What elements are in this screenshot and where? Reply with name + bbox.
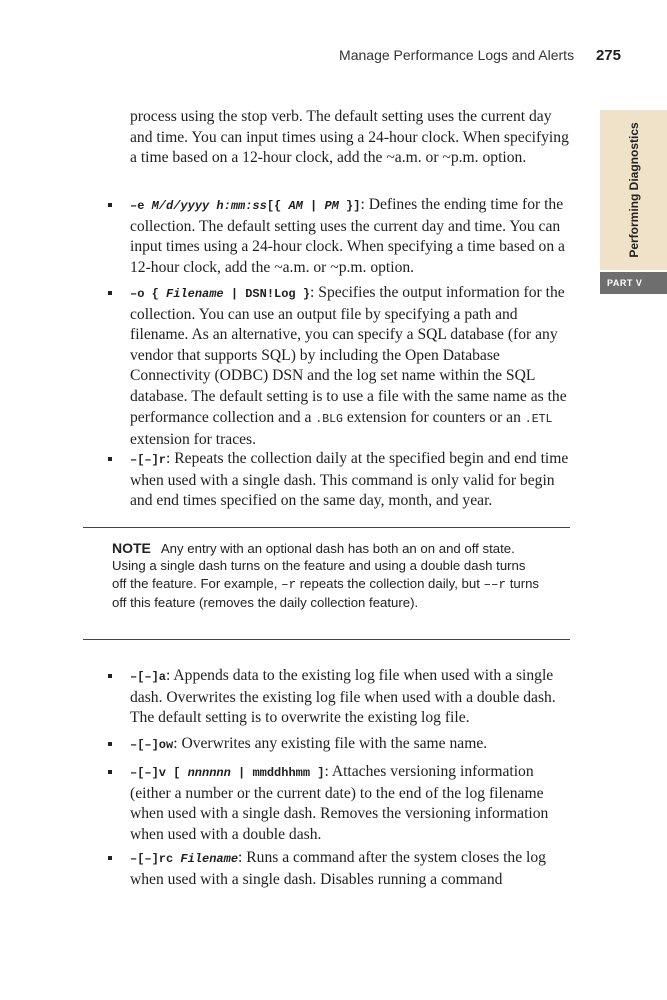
list-item (130, 195, 570, 278)
option-description: : Appends data to the existing log file when used with a single dash. Overwrites the existing log file when used with a double dash. The default setting is to overwrite the existing log file. (130, 667, 556, 727)
option-code: –[–]ow (130, 738, 174, 752)
option-description: : Overwrites any existing file with the same name. (173, 735, 488, 752)
running-header (339, 47, 621, 64)
note-heading: NOTE (112, 540, 151, 556)
bullet (108, 291, 112, 295)
option-description: : Repeats the collection daily at the specified begin and end time when used with a single dash. This command is only valid for begin and end times specified on the same day, month, and year. (130, 450, 569, 510)
option-description: extension for traces. (130, 431, 256, 449)
option-description: extension for counters or an (342, 408, 525, 426)
option-code: –[–]r (130, 453, 167, 467)
option-description: : Runs a command after the system closes the log when used with a single dash. Disables running a command (130, 849, 546, 888)
option-code: M/d/yyyy h:mm:ss (151, 199, 267, 213)
section-label: Performing Diagnostics (626, 122, 641, 258)
running-title: Manage Performance Logs and Alerts (339, 47, 575, 63)
note-bottom-rule (83, 639, 570, 640)
list-item (130, 762, 570, 845)
note-code: ––r (483, 577, 507, 592)
option-code: Filename (180, 852, 239, 866)
bullet (108, 674, 112, 678)
option-code: –e (130, 199, 152, 213)
option-code: AM (288, 199, 303, 213)
option-code: | (230, 766, 253, 780)
list-item (130, 666, 570, 729)
option-code: Filename (166, 287, 224, 301)
note-text: Any entry with an optional dash has both an on and off state. Using a single dash turns on the feature and using a double dash turns off the feature. For example, (112, 541, 526, 591)
option-code: }] (338, 199, 361, 213)
part-label: PART V (600, 272, 667, 294)
list-item (130, 734, 570, 756)
file-extension: .ETL (524, 412, 553, 426)
note-text: repeats the collection daily, but (296, 575, 484, 591)
bullet (108, 770, 112, 774)
bullet (108, 856, 112, 860)
note-text: turns off this feature (removes the daily collection feature). (112, 575, 540, 610)
note-box (112, 540, 542, 611)
note-top-rule (83, 527, 570, 528)
bullet (108, 457, 112, 461)
option-code: | DSN!Log } (223, 287, 311, 301)
bullet (108, 203, 112, 207)
list-item (130, 449, 570, 512)
list-item (130, 848, 570, 890)
option-description: : Specifies the output information for the collection. You can use an output file by specifying a path and filename. As an alternative, you can specify a SQL database (for any vendor that supports SQL) by including the Open Database Connectivity (ODBC) DSN and the log set name within the SQL database. The default setting is to use a file with the same name as the performance collection and a (130, 284, 567, 426)
bullet (108, 742, 112, 746)
option-code: [{ (266, 199, 289, 213)
side-tab-label-wrap (600, 110, 667, 270)
intro-paragraph: process using the stop verb. The default setting uses the current day and time. You can input times using a 24-hour clock. When specifying a time based on a 12-hour clock, add the ~a.m. or ~p.m. option. (130, 108, 569, 167)
option-code: | (302, 199, 325, 213)
option-description: : Attaches versioning information (either a number or the current date) to the end of the log filename when used with a single dash. Removes the versioning information when used with a double dash. (130, 763, 549, 843)
option-code: –[–]rc (130, 852, 181, 866)
option-code: –o { (130, 287, 167, 301)
list-item (130, 283, 570, 451)
option-code: –[–]a (130, 670, 167, 684)
note-code: –r (281, 577, 297, 592)
option-code: ] (310, 766, 325, 780)
option-code: PM (324, 199, 339, 213)
option-description: : Defines the ending time for the collection. The default setting uses the current day and time. You can input times using a 24-hour clock. When specifying a time based on a 12-hour clock, add the ~a.m. or ~p.m. option. (130, 196, 565, 276)
page-number: 275 (595, 47, 621, 64)
option-code: –[–]v [ (130, 766, 188, 780)
file-extension: .BLG (315, 412, 343, 426)
option-code: nnnnnn (187, 766, 231, 780)
option-code: mmddhhmm (252, 766, 311, 780)
